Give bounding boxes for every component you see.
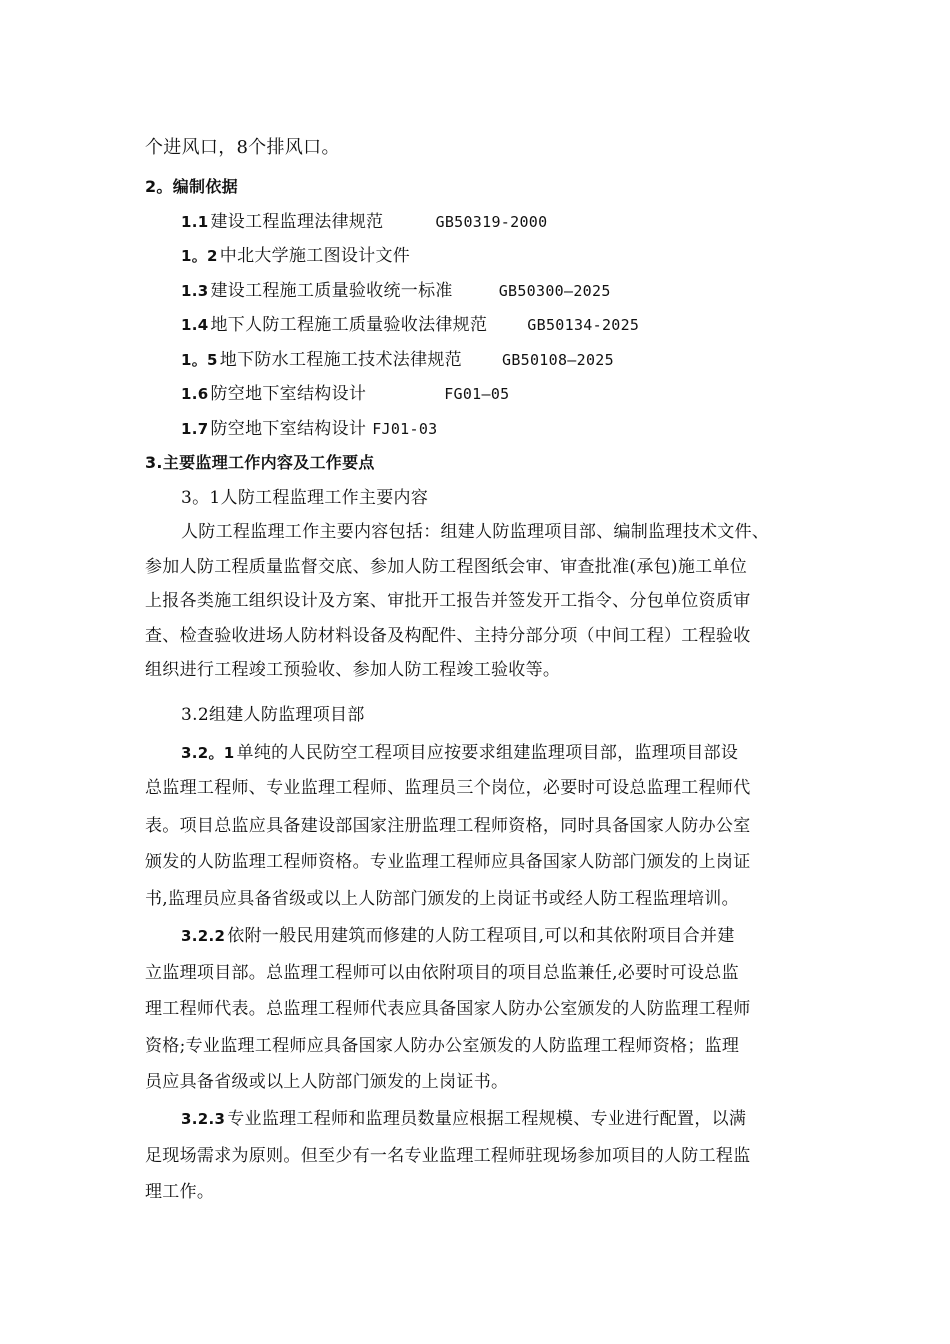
section-2-heading: 2。编制依据 xyxy=(145,177,238,196)
basis-item-5 xyxy=(181,348,614,372)
paragraph-line: 上报各类施工组织设计及方案、审批开工报告并签发开工指令、分包单位资质审 xyxy=(145,591,751,611)
basis-item-number: 1。2 xyxy=(181,247,218,265)
paragraph-line: 理工程师代表。总监理工程师代表应具备国家人防办公室颁发的人防监理工程师 xyxy=(145,999,751,1019)
basis-item-1 xyxy=(181,210,547,234)
basis-item-code: GB50300—2025 xyxy=(498,282,611,300)
paragraph-line: 单纯的人民防空工程项目应按要求组建监理项目部，监理项目部设 xyxy=(236,743,739,763)
basis-item-title: 中北大学施工图设计文件 xyxy=(219,246,411,266)
paragraph-line: 立监理项目部。总监理工程师可以由依附项目的项目总监兼任,必要时可设总监 xyxy=(145,963,739,983)
basis-item-title: 地下防水工程施工技术法律规范 xyxy=(219,350,462,370)
subsection-3-2-heading: 3.2组建人防监理项目部 xyxy=(181,705,365,725)
section-3-heading: 3.主要监理工作内容及工作要点 xyxy=(145,453,375,472)
paragraph-line: 足现场需求为原则。但至少有一名专业监理工程师驻现场参加项目的人防工程监 xyxy=(145,1146,751,1166)
intro-tail-line: 个进风口，8个排风口。 xyxy=(145,137,340,158)
basis-item-2 xyxy=(181,244,410,268)
paragraph-line: 组织进行工程竣工预验收、参加人防工程竣工验收等。 xyxy=(145,660,561,680)
basis-item-title: 防空地下室结构设计 xyxy=(210,384,367,404)
paragraph-line: 员应具备省级或以上人防部门颁发的上岗证书。 xyxy=(145,1072,509,1092)
basis-item-title: 建设工程监理法律规范 xyxy=(210,212,384,232)
basis-item-number: 1.1 xyxy=(181,213,209,231)
paragraph-line: 颁发的人防监理工程师资格。专业监理工程师应具备国家人防部门颁发的上岗证 xyxy=(145,852,751,872)
paragraph-line: 资格;专业监理工程师应具备国家人防办公室颁发的人防监理工程师资格；监理 xyxy=(145,1036,740,1056)
basis-item-code: FG01—05 xyxy=(444,385,510,403)
paragraph-line: 表。项目总监应具备建设部国家注册监理工程师资格，同时具备国家人防办公室 xyxy=(145,816,751,836)
basis-item-code: GB50134-2025 xyxy=(527,316,640,334)
subsection-3-1-heading: 3。1人防工程监理工作主要内容 xyxy=(181,488,429,508)
basis-item-7 xyxy=(181,417,438,441)
paragraph-line: 总监理工程师、专业监理工程师、监理员三个岗位，必要时可设总监理工程师代 xyxy=(145,778,751,798)
basis-item-4 xyxy=(181,313,639,337)
paragraph-line: 人防工程监理工作主要内容包括：组建人防监理项目部、编制监理技术文件、 xyxy=(181,522,770,542)
basis-item-title: 建设工程施工质量验收统一标准 xyxy=(210,281,453,301)
paragraph-line: 书,监理员应具备省级或以上人防部门颁发的上岗证书或经人防工程监理培训。 xyxy=(145,889,739,909)
paragraph-line: 参加人防工程质量监督交底、参加人防工程图纸会审、审查批准(承包)施工单位 xyxy=(145,557,748,577)
basis-item-number: 1.6 xyxy=(181,385,209,403)
paragraph-line: 理工作。 xyxy=(145,1182,215,1202)
clause-number: 3.2.3 xyxy=(181,1110,226,1128)
basis-item-code: GB50108—2025 xyxy=(501,351,614,369)
paragraph-line: 依附一般民用建筑而修建的人防工程项目,可以和其依附项目合并建 xyxy=(227,926,735,946)
basis-item-code: FJ01-03 xyxy=(372,420,438,438)
paragraph-line: 查、检查验收进场人防材料设备及构配件、主持分部分项（中间工程）工程验收 xyxy=(145,626,751,646)
basis-item-number: 1。5 xyxy=(181,351,218,369)
basis-item-3 xyxy=(181,279,611,303)
basis-item-title: 防空地下室结构设计 xyxy=(210,419,367,439)
basis-item-6 xyxy=(181,382,510,406)
basis-item-number: 1.7 xyxy=(181,420,209,438)
paragraph-3-2-3-first-line xyxy=(181,1107,746,1131)
paragraph-3-2-2-first-line xyxy=(181,924,735,948)
basis-item-number: 1.4 xyxy=(181,316,209,334)
paragraph-3-2-1-first-line xyxy=(181,741,738,765)
clause-number: 3.2.2 xyxy=(181,927,226,945)
basis-item-number: 1.3 xyxy=(181,282,209,300)
basis-item-code: GB50319-2000 xyxy=(435,213,548,231)
basis-item-title: 地下人防工程施工质量验收法律规范 xyxy=(210,315,488,335)
clause-number: 3.2。1 xyxy=(181,744,235,762)
paragraph-line: 专业监理工程师和监理员数量应根据工程规模、专业进行配置，以满 xyxy=(227,1109,747,1129)
